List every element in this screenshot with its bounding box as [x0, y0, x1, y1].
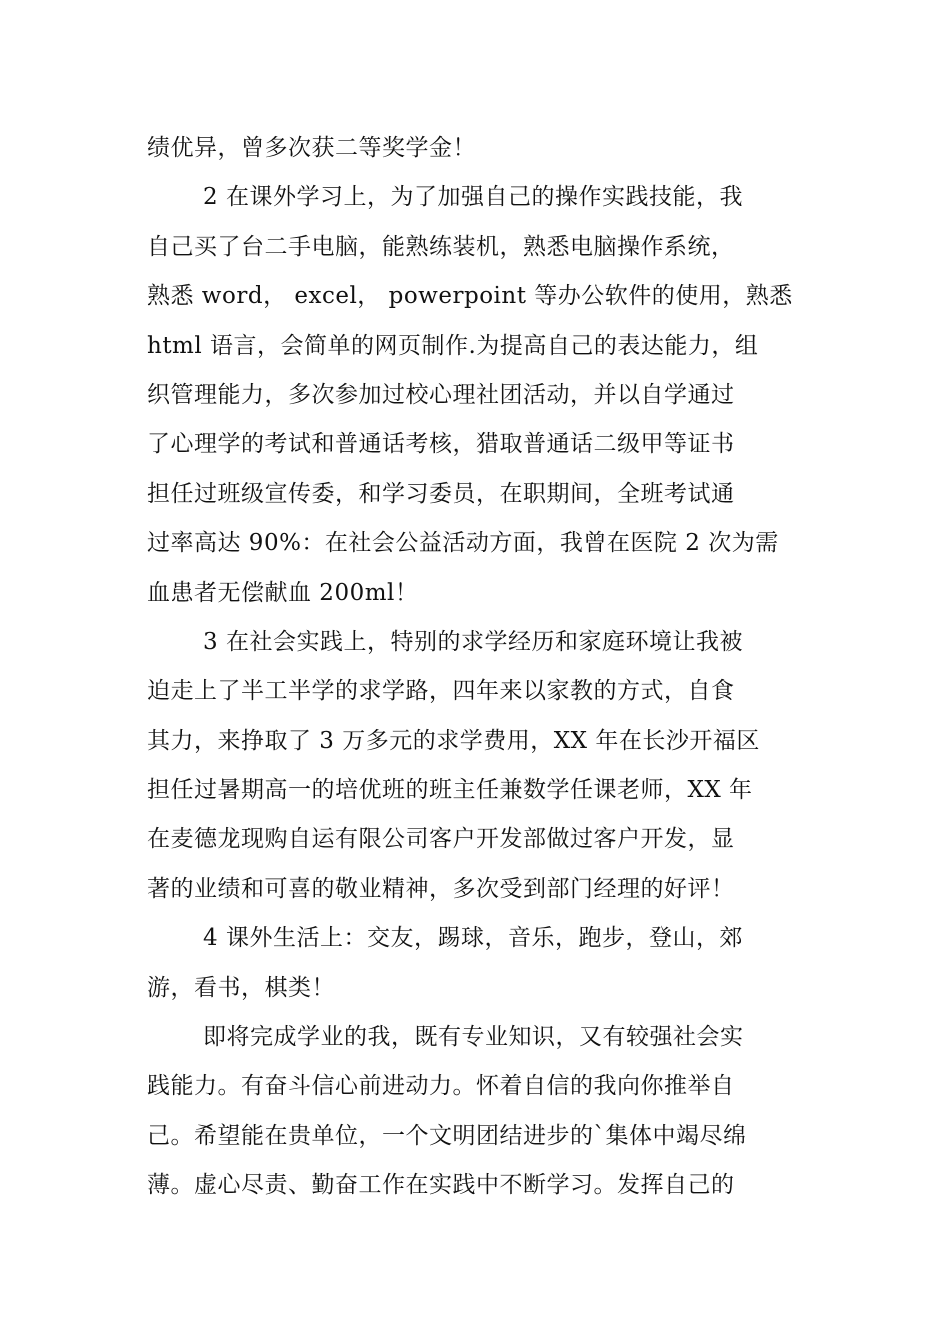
text-line: 其力，来挣取了 3 万多元的求学费用，XX 年在长沙开福区 — [147, 727, 760, 754]
text-line: 己。希望能在贵单位，一个文明团结进步的`集体中竭尽绵 — [147, 1122, 747, 1149]
text-line: 践能力。有奋斗信心前进动力。怀着自信的我向你推举自 — [147, 1073, 735, 1100]
paragraph-5-start: 即将完成学业的我，既有专业知识，又有较强社会实 — [203, 1024, 744, 1051]
text-line: 血患者无偿献血 200ml！ — [147, 579, 419, 606]
paragraph-2-start: 2 在课外学习上，为了加强自己的操作实践技能，我 — [203, 184, 743, 211]
text-line: 自己买了台二手电脑，能熟练装机，熟悉电脑操作系统， — [147, 233, 735, 260]
text-line: 过率高达 90%：在社会公益活动方面，我曾在医院 2 次为需 — [147, 530, 779, 557]
text-line: 了心理学的考试和普通话考核，猎取普通话二级甲等证书 — [147, 431, 735, 458]
text-line: 在麦德龙现购自运有限公司客户开发部做过客户开发，显 — [147, 826, 735, 853]
text-line: 游，看书，棋类！ — [147, 974, 335, 1001]
text-line: 绩优异，曾多次获二等奖学金！ — [147, 135, 476, 161]
body-text — [147, 124, 813, 1211]
text-line: 担任过暑期高一的培优班的班主任兼数学任课老师，XX 年 — [147, 777, 753, 804]
text-line: 薄。虚心尽责、勤奋工作在实践中不断学习。发挥自己的 — [147, 1172, 735, 1199]
paragraph-4-start: 4 课外生活上：交友，踢球，音乐，跑步，登山，郊 — [203, 925, 743, 952]
text-line: 织管理能力，多次参加过校心理社团活动，并以自学通过 — [147, 381, 735, 408]
paragraph-3-start: 3 在社会实践上，特别的求学经历和家庭环境让我被 — [203, 628, 743, 655]
text-line: 迫走上了半工半学的求学路，四年来以家教的方式，自食 — [147, 678, 735, 705]
text-line: 著的业绩和可喜的敬业精神，多次受到部门经理的好评！ — [147, 875, 735, 902]
text-line: 担任过班级宣传委，和学习委员，在职期间，全班考试通 — [147, 480, 735, 507]
text-line: 熟悉 word， excel， powerpoint 等办公软件的使用，熟悉 — [147, 283, 793, 310]
text-line: html 语言，会简单的网页制作.为提高自己的表达能力，组 — [147, 332, 759, 359]
